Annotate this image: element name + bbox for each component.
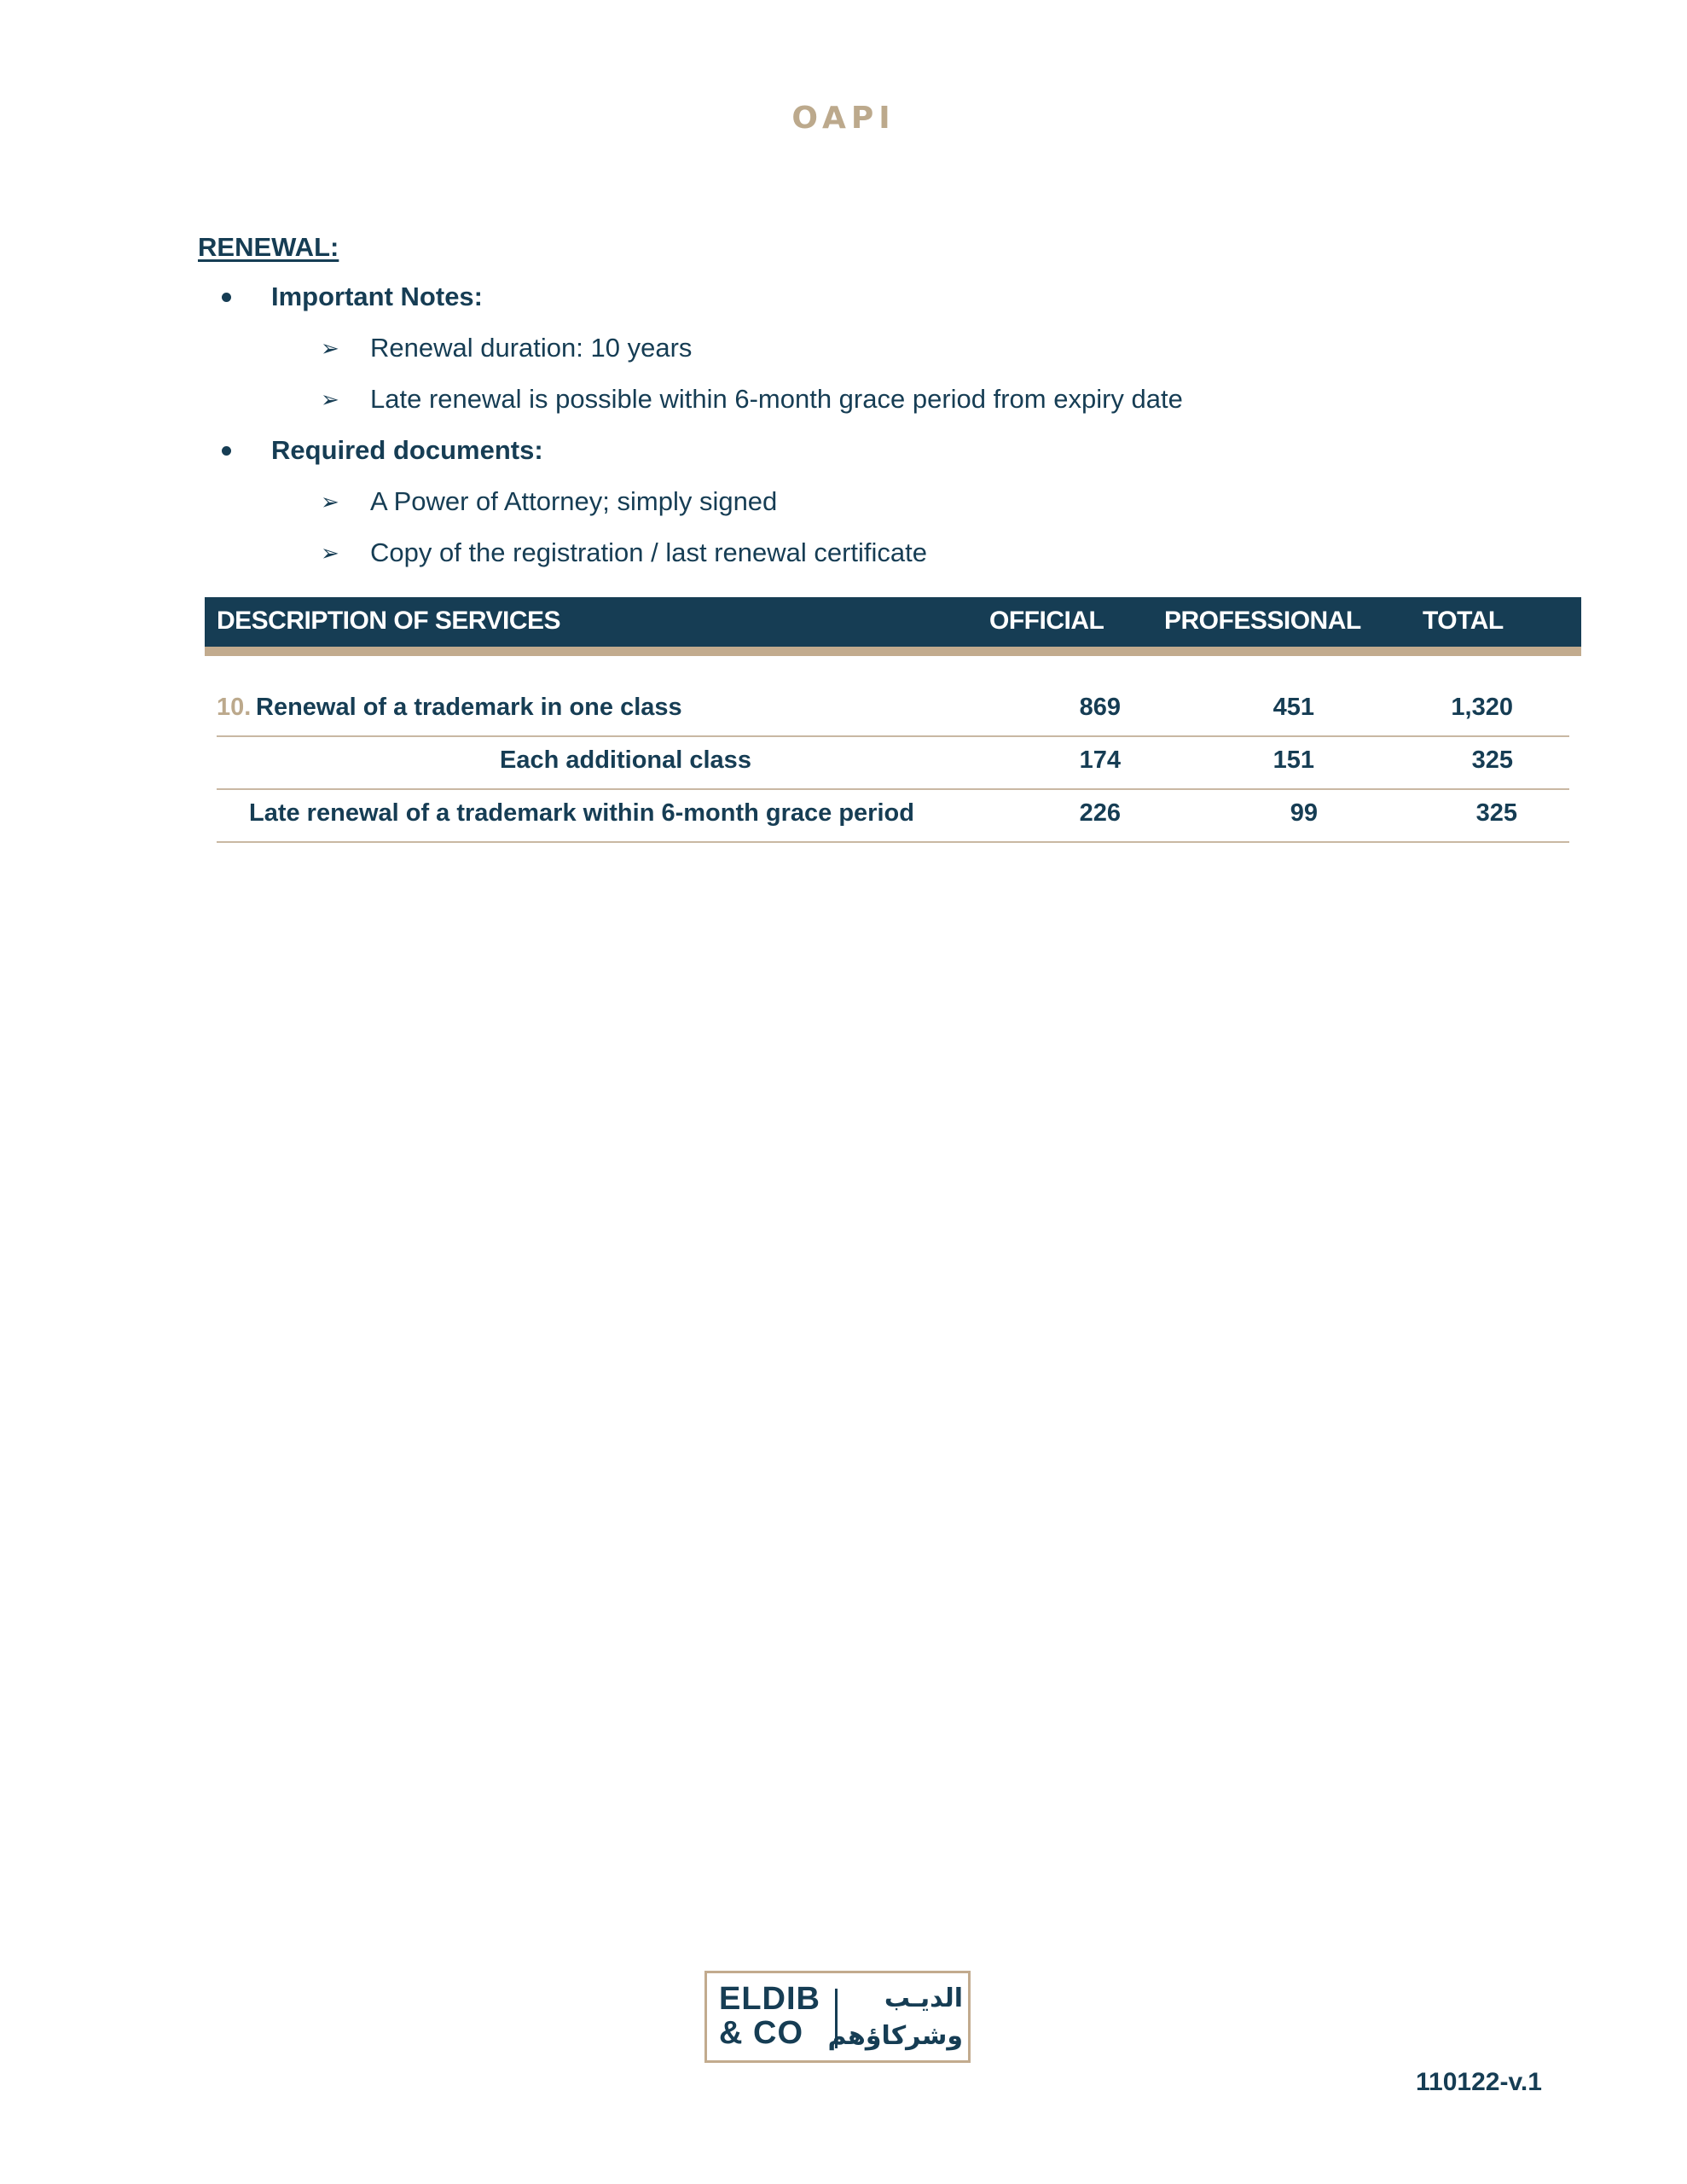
logo-en-line2: & CO: [719, 2015, 803, 2051]
row-official: 869: [1079, 694, 1121, 721]
page-header-title: OAPI: [791, 101, 896, 136]
version-label: 110122-v.1: [1416, 2068, 1542, 2096]
header-official: OFFICIAL: [989, 607, 1104, 635]
logo-ar-line2: وشركاؤهم: [827, 2021, 963, 2051]
row-professional: 151: [1272, 746, 1314, 774]
row-description: Renewal of a trademark in one class: [256, 694, 682, 721]
arrow-bullet-icon: ➢: [321, 540, 339, 566]
header-total: TOTAL: [1423, 607, 1504, 635]
document-text: Copy of the registration / last renewal certificate: [370, 537, 928, 567]
table-row: [217, 788, 1569, 843]
row-total: 1,320: [1451, 694, 1513, 721]
note-text: Renewal duration: 10 years: [370, 333, 693, 363]
header-description: DESCRIPTION OF SERVICES: [217, 607, 561, 635]
section-heading: RENEWAL:: [198, 232, 339, 262]
row-number: 10.: [217, 694, 252, 721]
eldib-logo: [704, 1971, 971, 2063]
document-text: A Power of Attorney; simply signed: [370, 486, 778, 516]
table-row: [217, 735, 1569, 790]
note-text: Late renewal is possible within 6-month grace period from expiry date: [370, 384, 1183, 414]
row-professional: 451: [1272, 694, 1314, 721]
header-divider: [205, 647, 1581, 656]
row-total: 325: [1475, 799, 1517, 827]
row-total: 325: [1471, 746, 1513, 774]
logo-arabic: [827, 1980, 963, 2055]
logo-en-line1: ELDIB: [719, 1981, 820, 2017]
logo-english: [719, 1982, 820, 2050]
row-official: 174: [1079, 746, 1121, 774]
logo-ar-line1: الديـب: [884, 1984, 963, 2013]
header-professional: PROFESSIONAL: [1164, 607, 1361, 635]
row-official: 226: [1079, 799, 1121, 827]
arrow-bullet-icon: ➢: [321, 335, 339, 361]
row-professional: 99: [1290, 799, 1318, 827]
bullet-label: Important Notes:: [271, 282, 483, 311]
fees-table-header: [205, 597, 1581, 647]
arrow-bullet-icon: ➢: [321, 386, 339, 412]
table-row: [217, 682, 1569, 737]
row-description: Each additional class: [500, 746, 751, 774]
row-description: Late renewal of a trademark within 6-month grace period: [249, 799, 914, 827]
bullet-dot-icon: [222, 446, 231, 456]
bullet-label: Required documents:: [271, 435, 543, 465]
bullet-dot-icon: [222, 293, 231, 302]
arrow-bullet-icon: ➢: [321, 489, 339, 514]
